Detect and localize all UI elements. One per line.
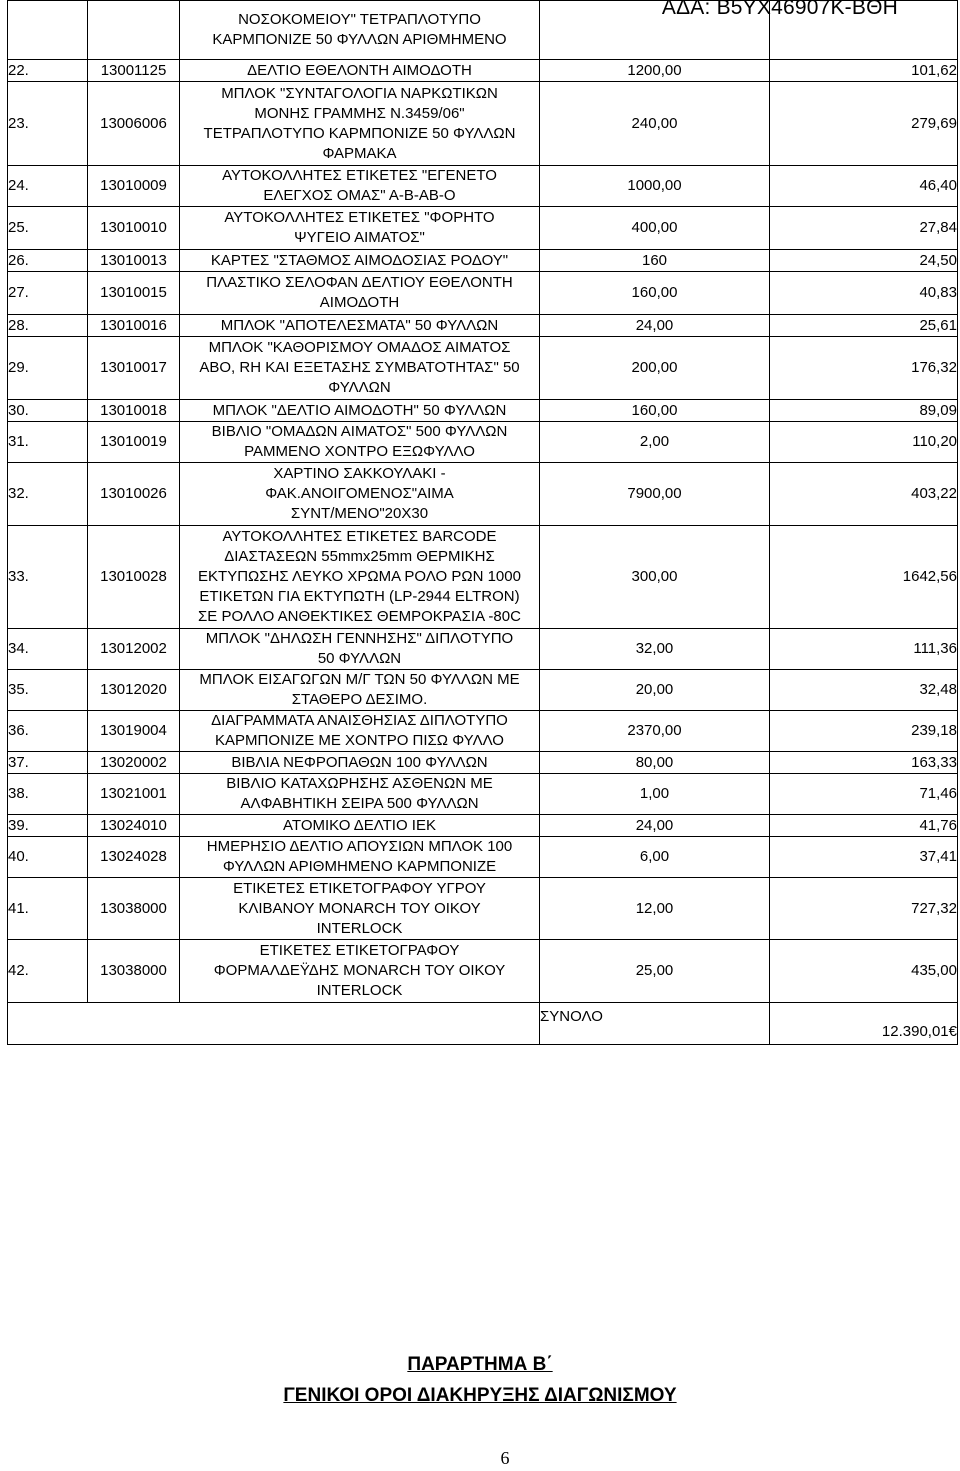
table-row: [8, 166, 958, 207]
table-row: [8, 526, 958, 629]
item-quantity: 80,00: [540, 752, 770, 774]
item-quantity: 200,00: [540, 337, 770, 400]
item-code: 13010028: [88, 526, 180, 629]
item-quantity: 12,00: [540, 878, 770, 940]
item-description: ΜΠΛΟΚ ΕΙΣΑΓΩΓΩΝ Μ/Γ ΤΩΝ 50 ΦΥΛΛΩΝ ΜΕ ΣΤΑΘΕΡΟ ΔΕΣΙΜΟ.: [180, 670, 540, 711]
item-code: 13020002: [88, 752, 180, 774]
item-code: 13006006: [88, 82, 180, 166]
item-quantity: 1,00: [540, 774, 770, 815]
item-code: 13012020: [88, 670, 180, 711]
item-quantity: 7900,00: [540, 463, 770, 526]
table-row: [8, 837, 958, 878]
item-quantity: 24,00: [540, 815, 770, 837]
item-price: 435,00: [770, 940, 958, 1003]
item-code: 13010016: [88, 315, 180, 337]
table-row: [8, 815, 958, 837]
item-number: 42.: [8, 940, 88, 1003]
item-price: 727,32: [770, 878, 958, 940]
item-quantity: 300,00: [540, 526, 770, 629]
item-number: 33.: [8, 526, 88, 629]
table-row: [8, 940, 958, 1003]
total-spacer: [8, 1003, 540, 1045]
item-quantity: 24,00: [540, 315, 770, 337]
item-quantity: 20,00: [540, 670, 770, 711]
table-row: [8, 250, 958, 272]
item-number: 25.: [8, 207, 88, 250]
page-number: 6: [500, 1448, 510, 1468]
item-code: 13010009: [88, 166, 180, 207]
ada-identifier: ΑΔΑ: Β5ΥΧ46907Κ-ΒΘΗ: [661, 0, 898, 19]
item-price: 110,20: [770, 422, 958, 463]
item-number: 30.: [8, 400, 88, 422]
item-description: ΑΤΟΜΙΚΟ ΔΕΛΤΙΟ ΙΕΚ: [180, 815, 540, 837]
item-number: 36.: [8, 711, 88, 752]
item-price: 111,36: [770, 629, 958, 670]
table-row: [8, 207, 958, 250]
item-description: ΒΙΒΛΙΟ ΚΑΤΑΧΩΡΗΣΗΣ ΑΣΘΕΝΩΝ ΜΕ ΑΛΦΑΒΗΤΙΚΗ ΣΕΙΡΑ 500 ΦΥΛΛΩΝ: [180, 774, 540, 815]
table-row: [8, 629, 958, 670]
item-code: 13010017: [88, 337, 180, 400]
item-price: 163,33: [770, 752, 958, 774]
item-number: 23.: [8, 82, 88, 166]
table-row: [8, 422, 958, 463]
item-number: 29.: [8, 337, 88, 400]
item-description: ΕΤΙΚΕΤΕΣ ΕΤΙΚΕΤΟΓΡΑΦΟΥ ΦΟΡΜΑΛΔΕΫΔΗΣ MONARCH ΤΟΥ ΟΙΚΟΥ INTERLOCK: [180, 940, 540, 1003]
item-description: ΧΑΡΤΙΝΟ ΣΑΚΚΟΥΛΑΚΙ - ΦΑΚ.ΑΝΟΙΓΟΜΕΝΟΣ"ΑΙΜΑ ΣΥΝΤ/ΜΕΝΟ"20Χ30: [180, 463, 540, 526]
items-table: [7, 0, 958, 1045]
table-row: [8, 670, 958, 711]
table-row: [8, 315, 958, 337]
item-description: ΚΑΡΤΕΣ "ΣΤΑΘΜΟΣ ΑΙΜΟΔΟΣΙΑΣ ΡΟΔΟΥ": [180, 250, 540, 272]
item-description: ΕΤΙΚΕΤΕΣ ΕΤΙΚΕΤΟΓΡΑΦΟΥ ΥΓΡΟΥ ΚΛΙΒΑΝΟΥ MONARCH ΤΟΥ ΟΙΚΟΥ INTERLOCK: [180, 878, 540, 940]
item-number: 26.: [8, 250, 88, 272]
item-quantity: 2370,00: [540, 711, 770, 752]
item-description: ΜΠΛΟΚ "ΑΠΟΤΕΛΕΣΜΑΤΑ" 50 ΦΥΛΛΩΝ: [180, 315, 540, 337]
item-code: 13010026: [88, 463, 180, 526]
table-row: [8, 272, 958, 315]
item-code: 13021001: [88, 774, 180, 815]
item-quantity: 160,00: [540, 400, 770, 422]
item-price: 71,46: [770, 774, 958, 815]
item-quantity: 6,00: [540, 837, 770, 878]
table-row: [8, 711, 958, 752]
item-price: 27,84: [770, 207, 958, 250]
item-description: ΠΛΑΣΤΙΚΟ ΣΕΛΟΦΑΝ ΔΕΛΤΙΟΥ ΕΘΕΛΟΝΤΗ ΑΙΜΟΔΟΤΗ: [180, 272, 540, 315]
item-code: [88, 1, 180, 60]
item-number: 37.: [8, 752, 88, 774]
item-number: 22.: [8, 60, 88, 82]
item-code: 13010015: [88, 272, 180, 315]
item-code: 13010010: [88, 207, 180, 250]
table-row: [8, 878, 958, 940]
item-number: 41.: [8, 878, 88, 940]
item-code: 13012002: [88, 629, 180, 670]
item-number: 34.: [8, 629, 88, 670]
item-price: 41,76: [770, 815, 958, 837]
item-description: ΑΥΤΟΚΟΛΛΗΤΕΣ ΕΤΙΚΕΤΕΣ BARCODE ΔΙΑΣΤΑΣΕΩΝ 55mmx25mm ΘΕΡΜΙΚΗΣ ΕΚΤΥΠΩΣΗΣ ΛΕΥΚΟ ΧΡΩΜΑ ΡΟΛΟ ΡΩΝ 1000 ΕΤΙΚΕΤΩΝ ΓΙΑ ΕΚΤΥΠΩΤΗ (LP-2944 ELTRON) ΣΕ ΡΟΛΛΟ ΑΝΘΕΚΤΙΚΕΣ ΘΕΜΡΟΚΡΑΣΙΑ -80C: [180, 526, 540, 629]
item-quantity: [540, 1, 770, 60]
item-price: 46,40: [770, 166, 958, 207]
item-description: ΜΠΛΟΚ "ΔΗΛΩΣΗ ΓΕΝΝΗΣΗΣ" ΔΙΠΛΟΤΥΠΟ 50 ΦΥΛΛΩΝ: [180, 629, 540, 670]
item-quantity: 400,00: [540, 207, 770, 250]
item-description: ΗΜΕΡΗΣΙΟ ΔΕΛΤΙΟ ΑΠΟΥΣΙΩΝ ΜΠΛΟΚ 100 ΦΥΛΛΩΝ ΑΡΙΘΜΗΜΕΝΟ ΚΑΡΜΠΟΝΙΖΕ: [180, 837, 540, 878]
table-row: [8, 337, 958, 400]
item-number: 40.: [8, 837, 88, 878]
item-number: 35.: [8, 670, 88, 711]
item-price: 1642,56: [770, 526, 958, 629]
item-quantity: 160,00: [540, 272, 770, 315]
item-number: 39.: [8, 815, 88, 837]
item-quantity: 240,00: [540, 82, 770, 166]
item-code: 13024028: [88, 837, 180, 878]
table-row: [8, 400, 958, 422]
table-row: [8, 60, 958, 82]
item-quantity: 1200,00: [540, 60, 770, 82]
table-row: [8, 1, 958, 60]
item-price: 32,48: [770, 670, 958, 711]
item-number: 38.: [8, 774, 88, 815]
item-number: 32.: [8, 463, 88, 526]
item-price: [770, 1, 958, 60]
item-number: [8, 1, 88, 60]
appendix-title: ΠΑΡΑΡΤΗΜΑ Β΄: [407, 1354, 553, 1375]
item-code: 13038000: [88, 878, 180, 940]
item-description: ΜΠΛΟΚ "ΣΥΝΤΑΓΟΛΟΓΙΑ ΝΑΡΚΩΤΙΚΩΝ ΜΟΝΗΣ ΓΡΑΜΜΗΣ Ν.3459/06" ΤΕΤΡΑΠΛΟΤΥΠΟ ΚΑΡΜΠΟΝΙΖΕ 50 ΦΥΛΛΩΝ ΦΑΡΜΑΚΑ: [180, 82, 540, 166]
item-quantity: 1000,00: [540, 166, 770, 207]
item-number: 24.: [8, 166, 88, 207]
item-price: 403,22: [770, 463, 958, 526]
item-description: ΔΙΑΓΡΑΜΜΑΤΑ ΑΝΑΙΣΘΗΣΙΑΣ ΔΙΠΛΟΤΥΠΟ ΚΑΡΜΠΟΝΙΖΕ ΜΕ ΧΟΝΤΡΟ ΠΙΣΩ ΦΥΛΛΟ: [180, 711, 540, 752]
items-table-body: [8, 1, 958, 1045]
item-description: ΒΙΒΛΙΑ ΝΕΦΡΟΠΑΘΩΝ 100 ΦΥΛΛΩΝ: [180, 752, 540, 774]
item-quantity: 32,00: [540, 629, 770, 670]
appendix-subtitle: ΓΕΝΙΚΟΙ ΟΡΟΙ ΔΙΑΚΗΡΥΞΗΣ ΔΙΑΓΩΝΙΣΜΟΥ: [283, 1385, 677, 1406]
table-row: [8, 774, 958, 815]
total-value: 12.390,01€: [770, 1003, 958, 1045]
table-row: [8, 82, 958, 166]
item-code: 13038000: [88, 940, 180, 1003]
item-number: 27.: [8, 272, 88, 315]
item-number: 31.: [8, 422, 88, 463]
total-label: ΣΥΝΟΛΟ: [540, 1003, 770, 1045]
item-quantity: 160: [540, 250, 770, 272]
item-description: ΜΠΛΟΚ "ΔΕΛΤΙΟ ΑΙΜΟΔΟΤΗ" 50 ΦΥΛΛΩΝ: [180, 400, 540, 422]
item-price: 239,18: [770, 711, 958, 752]
item-price: 101,62: [770, 60, 958, 82]
item-quantity: 25,00: [540, 940, 770, 1003]
item-price: 279,69: [770, 82, 958, 166]
item-code: 13019004: [88, 711, 180, 752]
item-price: 40,83: [770, 272, 958, 315]
item-price: 24,50: [770, 250, 958, 272]
item-description: ΜΠΛΟΚ "ΚΑΘΟΡΙΣΜΟΥ ΟΜΑΔΟΣ ΑΙΜΑΤΟΣ ΑΒΟ, RH ΚΑΙ ΕΞΕΤΑΣΗΣ ΣΥΜΒΑΤΟΤΗΤΑΣ" 50 ΦΥΛΛΩΝ: [180, 337, 540, 400]
table-row: [8, 463, 958, 526]
item-price: 176,32: [770, 337, 958, 400]
item-number: 28.: [8, 315, 88, 337]
item-code: 13024010: [88, 815, 180, 837]
item-price: 37,41: [770, 837, 958, 878]
item-description: ΑΥΤΟΚΟΛΛΗΤΕΣ ΕΤΙΚΕΤΕΣ "ΦΟΡΗΤΟ ΨΥΓΕΙΟ ΑΙΜΑΤΟΣ": [180, 207, 540, 250]
item-code: 13001125: [88, 60, 180, 82]
item-code: 13010019: [88, 422, 180, 463]
item-price: 89,09: [770, 400, 958, 422]
item-quantity: 2,00: [540, 422, 770, 463]
item-description: ΒΙΒΛΙΟ "ΟΜΑΔΩΝ ΑΙΜΑΤΟΣ" 500 ΦΥΛΛΩΝ ΡΑΜΜΕΝΟ ΧΟΝΤΡΟ ΕΞΩΦΥΛΛΟ: [180, 422, 540, 463]
item-price: 25,61: [770, 315, 958, 337]
item-description: ΔΕΛΤΙΟ ΕΘΕΛΟΝΤΗ ΑΙΜΟΔΟΤΗ: [180, 60, 540, 82]
table-row: [8, 752, 958, 774]
item-code: 13010018: [88, 400, 180, 422]
total-row: [8, 1003, 958, 1045]
item-code: 13010013: [88, 250, 180, 272]
item-description: ΝΟΣΟΚΟΜΕΙΟΥ" ΤΕΤΡΑΠΛΟΤΥΠΟ ΚΑΡΜΠΟΝΙΖΕ 50 ΦΥΛΛΩΝ ΑΡΙΘΜΗΜΕΝΟ: [180, 1, 540, 60]
item-description: ΑΥΤΟΚΟΛΛΗΤΕΣ ΕΤΙΚΕΤΕΣ "ΕΓΕΝΕΤΟ ΕΛΕΓΧΟΣ ΟΜΑΣ" Α-Β-ΑΒ-Ο: [180, 166, 540, 207]
